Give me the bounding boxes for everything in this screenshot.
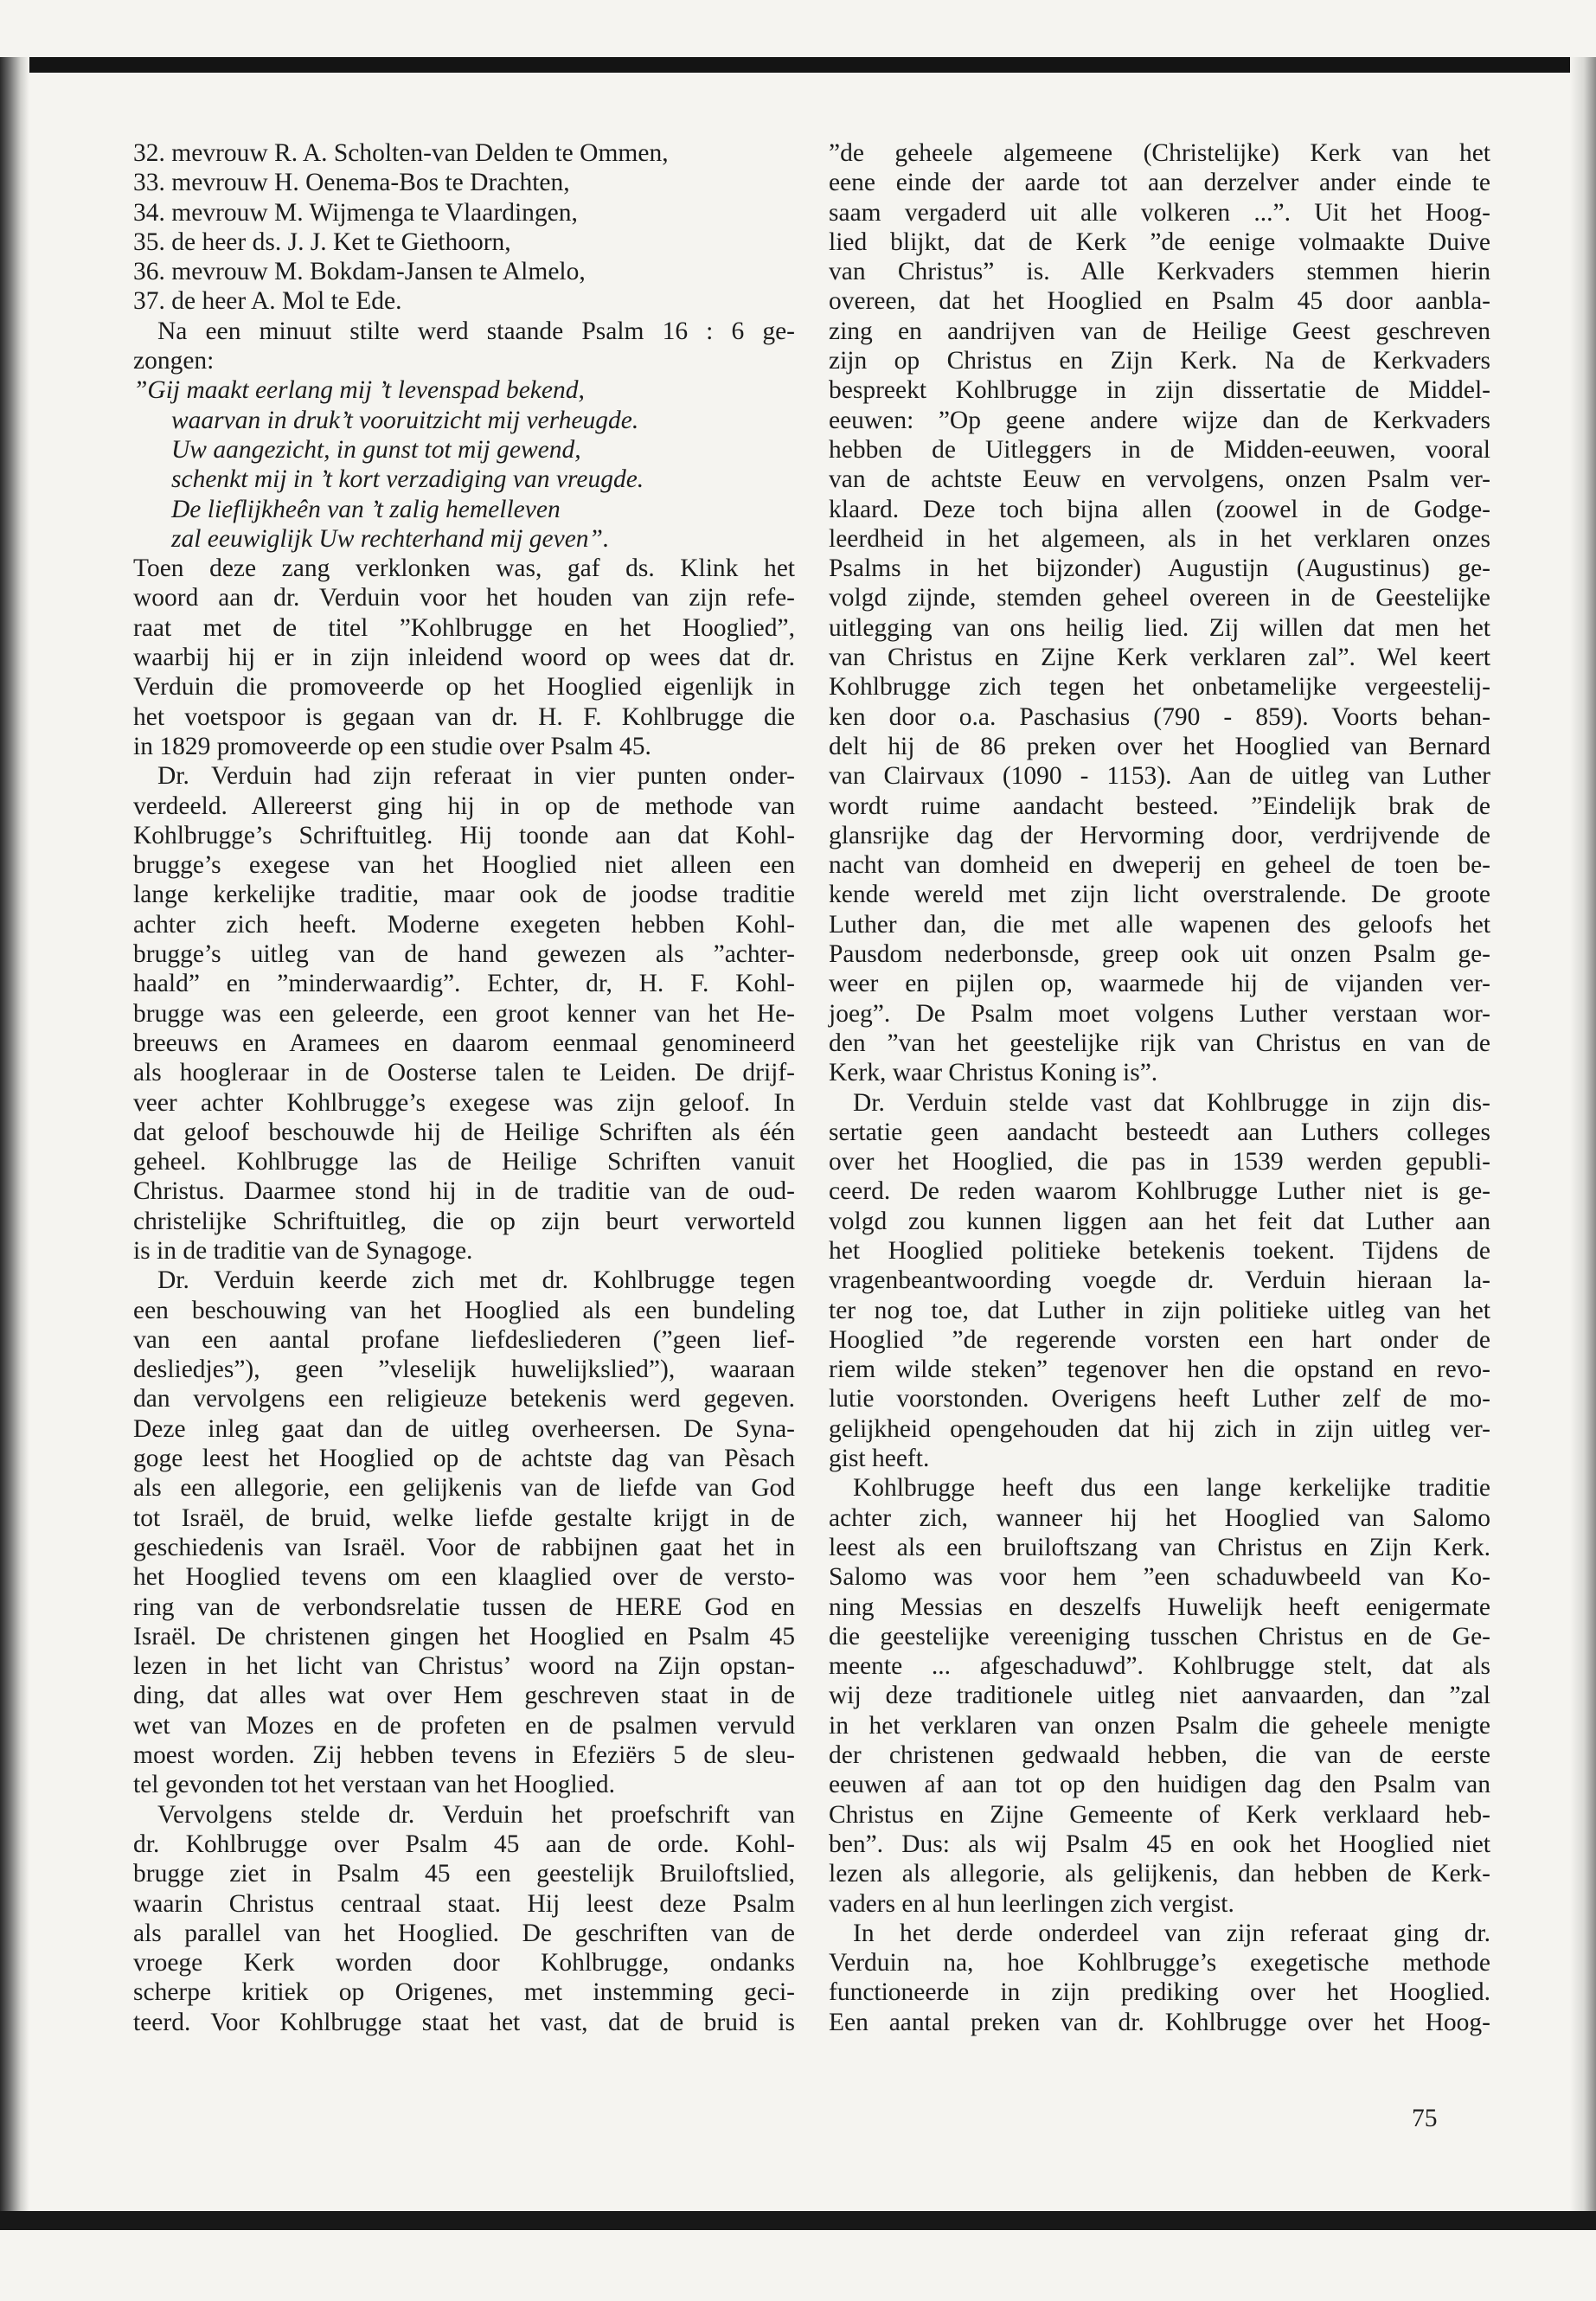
text-line: ”Gij maakt eerlang mij ’t levenspad bekend, xyxy=(133,376,585,405)
text-line: lezen in het licht van Christus’ woord na Zijn opstan- xyxy=(133,1652,795,1681)
text-line: dr. Kohlbrugge over Psalm 45 aan de orde. Kohl- xyxy=(133,1830,795,1858)
text-line: Vervolgens stelde dr. Verduin het proefschrift van xyxy=(157,1800,795,1829)
text-line: der christenen gedwaald hebben, die van de eerste xyxy=(829,1741,1490,1770)
text-line: van Clairvaux (1090 - 1153). Aan de uitleg van Luther xyxy=(829,762,1490,791)
text-line: in 1829 promoveerde op een studie over Psalm 45. xyxy=(133,732,651,760)
text-line: over het Hooglied, die pas in 1539 werden gepubli- xyxy=(829,1148,1490,1176)
text-line: Dr. Verduin had zijn referaat in vier punten onder- xyxy=(157,762,795,791)
text-line: vroege Kerk worden door Kohlbrugge, ondanks xyxy=(133,1949,795,1977)
text-line: lutie voorstonden. Overigens heeft Luther zelf de mo- xyxy=(829,1385,1490,1413)
text-line: brugge’s exegese van het Hooglied niet alleen een xyxy=(133,851,795,880)
text-line: het voetspoor is gegaan van dr. H. F. Kohlbrugge die xyxy=(133,702,795,731)
text-line: in het verklaren van onzen Psalm die geheele menigte xyxy=(829,1711,1490,1740)
text-line: breeuws en Aramees en daarom eenmaal genomineerd xyxy=(133,1029,795,1057)
text-line: In het derde onderdeel van zijn referaat ging dr. xyxy=(853,1919,1490,1947)
text-line: Verduin die promoveerde op het Hooglied eigenlijk in xyxy=(133,673,795,702)
scan-border-top xyxy=(0,57,1596,73)
text-line: als hoogleraar in de Oosterse talen te Leiden. De drijf- xyxy=(133,1059,795,1087)
text-line: sertatie geen aandacht besteedt aan Luthers colleges xyxy=(829,1118,1490,1146)
text-line: glansrijke dag der Hervorming door, verdrijvende de xyxy=(829,821,1490,849)
scan-border-left xyxy=(0,57,29,2230)
text-line: ceerd. De reden waarom Kohlbrugge Luther niet is ge- xyxy=(829,1177,1490,1206)
text-line: desliedjes”), geen ”vleselijk huwelijkslied”), waaraan xyxy=(133,1356,795,1384)
text-line: bespreekt Kohlbrugge in zijn dissertatie de Middel- xyxy=(829,376,1490,405)
text-line: christelijke Schriftuitleg, die op zijn beurt verworteld xyxy=(133,1207,795,1235)
text-line: Hooglied ”de regerende vorsten een hart onder de xyxy=(829,1325,1490,1354)
text-line: ter nog toe, dat Luther in zijn politieke uitleg van het xyxy=(829,1296,1490,1324)
text-line: als een allegorie, een gelijkenis van de liefde van God xyxy=(133,1474,795,1503)
text-line: Psalms in het bijzonder) Augustijn (Augustinus) ge- xyxy=(829,554,1490,583)
text-line: leest als een bruiloftszang van Christus en Zijn Kerk. xyxy=(829,1533,1490,1561)
text-line: schenkt mij in ’t kort verzadiging van vreugde. xyxy=(171,465,644,494)
text-line: meente ... afgeschaduwd”. Kohlbrugge stelt, dat als xyxy=(829,1652,1490,1681)
text-line: woord aan dr. Verduin voor het houden van zijn refe- xyxy=(133,584,795,612)
text-line: nacht van domheid en dweperij en geheel de toen be- xyxy=(829,851,1490,880)
text-line: Salomo was voor hem ”een schaduwbeeld van Ko- xyxy=(829,1563,1490,1592)
text-line: zal eeuwiglijk Uw rechterhand mij geven”. xyxy=(171,524,610,553)
text-line: goge leest het Hooglied op de achtste dag van Pèsach xyxy=(133,1445,795,1473)
text-line: Dr. Verduin keerde zich met dr. Kohlbrugge tegen xyxy=(157,1266,795,1295)
text-line: van Christus” is. Alle Kerkvaders stemmen hierin xyxy=(829,258,1490,286)
text-line: geheel. Kohlbrugge las de Heilige Schriften vanuit xyxy=(133,1148,795,1176)
text-line: Een aantal preken van dr. Kohlbrugge over het Hoog- xyxy=(829,2008,1490,2036)
text-line: veer achter Kohlbrugge’s exegese was zijn geloof. In xyxy=(133,1088,795,1117)
text-line: gist heeft. xyxy=(829,1445,930,1473)
text-line: scherpe kritiek op Origenes, met instemming geci- xyxy=(133,1978,795,2007)
text-line: 35. de heer ds. J. J. Ket te Giethoorn, xyxy=(133,228,511,256)
text-line: van Christus en Zijne Kerk verklaren zal”. Wel keert xyxy=(829,644,1490,672)
text-line: volgd zijnde, stemden geheel overeen in de Geestelijke xyxy=(829,584,1490,612)
text-line: Israël. De christenen gingen het Hooglied en Psalm 45 xyxy=(133,1622,795,1650)
text-line: als parallel van het Hooglied. De geschriften van de xyxy=(133,1919,795,1947)
text-line: is in de traditie van de Synagoge. xyxy=(133,1236,473,1265)
text-line: vaders en al hun leerlingen zich vergist. xyxy=(829,1889,1234,1918)
text-line: brugge’s uitleg van de hand gewezen als ”achter- xyxy=(133,940,795,969)
text-line: tel gevonden tot het verstaan van het Hooglied. xyxy=(133,1771,616,1799)
left-text-column xyxy=(133,138,795,2037)
scan-border-right xyxy=(1570,57,1596,2230)
text-line: Kerk, waar Christus Koning is”. xyxy=(829,1059,1158,1087)
text-line: 33. mevrouw H. Oenema-Bos te Drachten, xyxy=(133,169,570,197)
text-line: wet van Mozes en de profeten en de psalmen vervuld xyxy=(133,1711,795,1740)
text-line: uitlegging van ons heilig lied. Zij willen dat men het xyxy=(829,613,1490,642)
text-line: De lieflijkheên van ’t zalig hemelleven xyxy=(171,495,561,523)
page-number: 75 xyxy=(1412,2105,1438,2132)
text-line: lange kerkelijke traditie, maar ook de joodse traditie xyxy=(133,881,795,909)
text-line: haald” en ”minderwaardig”. Echter, dr, H. F. Kohl- xyxy=(133,970,795,998)
text-line: Kohlbrugge heeft dus een lange kerkelijke traditie xyxy=(853,1474,1490,1503)
text-line: Christus en Zijne Gemeente of Kerk verklaard heb- xyxy=(829,1800,1490,1829)
text-line: Kohlbrugge’s Schriftuitleg. Hij toonde aan dat Kohl- xyxy=(133,821,795,849)
text-line: Deze inleg gaat dan de uitleg overheersen. De Syna- xyxy=(133,1414,795,1443)
text-line: dat geloof beschouwde hij de Heilige Schriften als één xyxy=(133,1118,795,1146)
text-line: Christus. Daarmee stond hij in de traditie van de oud- xyxy=(133,1177,795,1206)
text-line: klaard. Deze toch bijna allen (zoowel in de Godge- xyxy=(829,495,1490,523)
text-line: ken door o.a. Paschasius (790 - 859). Voorts behan- xyxy=(829,702,1490,731)
text-line: riem wilde steken” tegenover hen die opstand en revo- xyxy=(829,1356,1490,1384)
text-line: een beschouwing van het Hooglied als een bundeling xyxy=(133,1296,795,1324)
text-line: weer en pijlen op, waarmede hij de vijanden ver- xyxy=(829,970,1490,998)
text-line: zongen: xyxy=(133,347,215,375)
text-line: raat met de titel ”Kohlbrugge en het Hooglied”, xyxy=(133,613,795,642)
text-line: van een aantal profane liefdesliederen (”geen lief- xyxy=(133,1325,795,1354)
text-line: ring van de verbondsrelatie tussen de HERE God en xyxy=(133,1593,795,1621)
text-line: den ”van het geestelijke rijk van Christus en van de xyxy=(829,1029,1490,1057)
text-line: Na een minuut stilte werd staande Psalm 16 : 6 ge- xyxy=(157,317,795,345)
text-line: 34. mevrouw M. Wijmenga te Vlaardingen, xyxy=(133,198,578,227)
text-line: zijn op Christus en Zijn Kerk. Na de Kerkvaders xyxy=(829,347,1490,375)
text-line: het Hooglied tevens om een klaaglied over de versto- xyxy=(133,1563,795,1592)
text-line: verdeeld. Allereerst ging hij in op de methode van xyxy=(133,792,795,820)
text-line: achter zich, wanneer hij het Hooglied van Salomo xyxy=(829,1503,1490,1532)
text-line: waarin Christus centraal staat. Hij leest deze Psalm xyxy=(133,1889,795,1918)
text-line: saam vergaderd uit alle volkeren ...”. Uit het Hoog- xyxy=(829,198,1490,227)
text-line: ning Messias en deszelfs Huwelijk heeft eenigermate xyxy=(829,1593,1490,1621)
text-line: tot Israël, de bruid, welke liefde gestalte krijgt in de xyxy=(133,1503,795,1532)
text-line: Kohlbrugge zich tegen het onbetamelijke vergeestelij- xyxy=(829,673,1490,702)
text-line: 37. de heer A. Mol te Ede. xyxy=(133,287,402,316)
text-line: 36. mevrouw M. Bokdam-Jansen te Almelo, xyxy=(133,258,586,286)
text-line: wordt ruime aandacht besteed. ”Eindelijk brak de xyxy=(829,792,1490,820)
text-line: eene einde der aarde tot aan derzelver ander einde te xyxy=(829,169,1490,197)
text-line: leerdheid in het algemeen, als in het verklaren onzes xyxy=(829,524,1490,553)
text-line: Toen deze zang verklonken was, gaf ds. Klink het xyxy=(133,554,795,583)
text-line: volgd zou kunnen liggen aan het feit dat Luther aan xyxy=(829,1207,1490,1235)
text-line: wij deze traditionele uitleg niet aanvaarden, dan ”zal xyxy=(829,1682,1490,1710)
text-line: moest worden. Zij hebben tevens in Efeziërs 5 de sleu- xyxy=(133,1741,795,1770)
text-line: ding, dat alles wat over Hem geschreven staat in de xyxy=(133,1682,795,1710)
text-line: waarvan in druk’t vooruitzicht mij verheugde. xyxy=(171,406,639,434)
text-line: hebben de Uitleggers in de Midden-eeuwen, vooral xyxy=(829,435,1490,464)
text-line: vragenbeantwoording voegde dr. Verduin hieraan la- xyxy=(829,1266,1490,1295)
text-line: achter zich heeft. Moderne exegeten hebben Kohl- xyxy=(133,910,795,939)
text-line: Uw aangezicht, in gunst tot mij gewend, xyxy=(171,435,581,464)
text-line: het Hooglied politieke betekenis toekent. Tijdens de xyxy=(829,1236,1490,1265)
text-line: delt hij de 86 preken over het Hooglied van Bernard xyxy=(829,732,1490,760)
text-line: eeuwen: ”Op geene andere wijze dan de Kerkvaders xyxy=(829,406,1490,434)
text-line: waarbij hij er in zijn inleidend woord op wees dat dr. xyxy=(133,644,795,672)
right-text-column xyxy=(829,138,1490,2037)
text-line: joeg”. De Psalm moet volgens Luther verstaan wor- xyxy=(829,999,1490,1028)
text-line: van de achtste Eeuw en vervolgens, onzen Psalm ver- xyxy=(829,465,1490,494)
text-line: Luther dan, die met alle wapenen des geloofs het xyxy=(829,910,1490,939)
text-line: teerd. Voor Kohlbrugge staat het vast, dat de bruid is xyxy=(133,2008,795,2036)
text-line: die geestelijke vereeniging tusschen Christus en de Ge- xyxy=(829,1622,1490,1650)
text-line: zing en aandrijven van de Heilige Geest geschreven xyxy=(829,317,1490,345)
text-line: overeen, dat het Hooglied en Psalm 45 door aanbla- xyxy=(829,287,1490,316)
text-line: eeuwen af aan tot op den huidigen dag den Psalm van xyxy=(829,1771,1490,1799)
text-line: Pausdom nederbonsde, greep ook uit onzen Psalm ge- xyxy=(829,940,1490,969)
text-line: lezen als allegorie, als gelijkenis, dan hebben de Kerk- xyxy=(829,1860,1490,1888)
text-line: brugge was een geleerde, een groot kenner van het He- xyxy=(133,999,795,1028)
text-line: 32. mevrouw R. A. Scholten-van Delden te Ommen, xyxy=(133,139,669,167)
text-line: lied blijkt, dat de Kerk ”de eenige volmaakte Duive xyxy=(829,228,1490,256)
text-line: ben”. Dus: als wij Psalm 45 en ook het Hooglied niet xyxy=(829,1830,1490,1858)
text-line: dan vervolgens een religieuze betekenis werd gegeven. xyxy=(133,1385,795,1413)
text-line: ”de geheele algemeene (Christelijke) Kerk van het xyxy=(829,139,1490,167)
text-line: Dr. Verduin stelde vast dat Kohlbrugge in zijn dis- xyxy=(853,1088,1490,1117)
text-line: brugge ziet in Psalm 45 een geestelijk Bruiloftslied, xyxy=(133,1860,795,1888)
text-line: geschiedenis van Israël. Voor de rabbijnen gaat het in xyxy=(133,1533,795,1561)
scan-border-bottom xyxy=(0,2211,1596,2230)
text-line: kende wereld met zijn licht overstralende. De groote xyxy=(829,881,1490,909)
text-line: functioneerde in zijn prediking over het Hooglied. xyxy=(829,1978,1490,2007)
text-line: Verduin na, hoe Kohlbrugge’s exegetische methode xyxy=(829,1949,1490,1977)
text-line: gelijkheid opengehouden dat hij zich in zijn uitleg ver- xyxy=(829,1414,1490,1443)
